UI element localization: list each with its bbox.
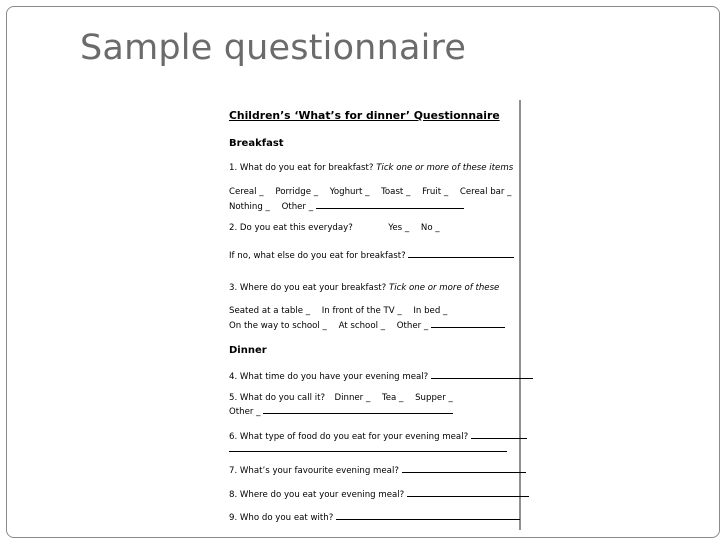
question-3-options-row-1 <box>229 306 447 316</box>
option-fruit[interactable]: Fruit _ <box>422 187 449 197</box>
breakfast-heading: Breakfast <box>229 138 284 149</box>
question-3-text: 3. Where do you eat your breakfast? <box>229 283 387 293</box>
question-7-text: 7. What’s your favourite evening meal? <box>229 466 399 476</box>
option-yoghurt[interactable]: Yoghurt _ <box>329 187 370 197</box>
question-3-hint: Tick one or more of these <box>388 283 500 293</box>
option-in-bed[interactable]: In bed _ <box>413 306 448 316</box>
option-yes[interactable]: Yes _ <box>388 223 410 233</box>
question-3 <box>229 283 499 293</box>
question-1 <box>229 163 513 173</box>
question-6-extra-line <box>229 443 507 455</box>
question-3-options-row-2 <box>229 319 505 331</box>
question-9 <box>229 511 520 523</box>
question-2-text: 2. Do you eat this everyday? <box>229 223 353 233</box>
question-7 <box>229 464 526 476</box>
other-location-answer-line[interactable] <box>431 319 505 328</box>
option-cereal-bar[interactable]: Cereal bar _ <box>459 187 512 197</box>
question-9-text: 9. Who do you eat with? <box>229 513 334 523</box>
option-no[interactable]: No _ <box>420 223 440 233</box>
option-other-location[interactable]: Other _ <box>396 321 429 331</box>
question-5 <box>229 393 453 403</box>
question-6 <box>229 430 527 442</box>
question-5-other <box>229 405 453 417</box>
question-1-options-row-2 <box>229 200 464 212</box>
question-5-answer-line[interactable] <box>263 405 453 414</box>
question-6-text: 6. What type of food do you eat for your evening meal? <box>229 432 469 442</box>
question-8-answer-line[interactable] <box>407 488 529 497</box>
question-2b-answer-line[interactable] <box>408 249 514 258</box>
question-8 <box>229 488 529 500</box>
question-2 <box>229 223 440 233</box>
dinner-heading: Dinner <box>229 345 267 356</box>
other-answer-line[interactable] <box>316 200 464 209</box>
question-1-text: 1. What do you eat for breakfast? <box>229 163 374 173</box>
question-4-answer-line[interactable] <box>431 370 533 379</box>
question-6-answer-line-2[interactable] <box>229 443 507 452</box>
question-4 <box>229 370 533 382</box>
question-2b-text: If no, what else do you eat for breakfast? <box>229 251 406 261</box>
option-supper[interactable]: Supper _ <box>415 393 453 403</box>
document-title: Children’s ‘What’s for dinner’ Questionnaire <box>229 109 500 122</box>
question-9-answer-line[interactable] <box>336 511 520 520</box>
option-cereal[interactable]: Cereal _ <box>229 187 264 197</box>
question-1-options-row-1 <box>229 187 511 197</box>
option-other[interactable]: Other _ <box>281 202 313 212</box>
question-1-hint: Tick one or more of these items <box>376 163 514 173</box>
option-tea[interactable]: Tea _ <box>381 393 404 403</box>
option-nothing[interactable]: Nothing _ <box>229 202 270 212</box>
question-2b <box>229 249 514 261</box>
slide-title: Sample questionnaire <box>80 28 467 68</box>
option-other-name[interactable]: Other _ <box>229 407 261 417</box>
option-way-to-school[interactable]: On the way to school _ <box>229 321 327 331</box>
question-8-text: 8. Where do you eat your evening meal? <box>229 490 405 500</box>
question-7-answer-line[interactable] <box>402 464 526 473</box>
option-dinner[interactable]: Dinner _ <box>334 393 371 403</box>
option-seated-at-table[interactable]: Seated at a table _ <box>229 306 311 316</box>
option-porridge[interactable]: Porridge _ <box>275 187 319 197</box>
question-4-text: 4. What time do you have your evening meal? <box>229 372 429 382</box>
option-in-front-of-tv[interactable]: In front of the TV _ <box>321 306 402 316</box>
question-6-answer-line[interactable] <box>471 430 527 439</box>
question-5-text: 5. What do you call it? <box>229 393 326 403</box>
option-at-school[interactable]: At school _ <box>338 321 385 331</box>
option-toast[interactable]: Toast _ <box>381 187 411 197</box>
